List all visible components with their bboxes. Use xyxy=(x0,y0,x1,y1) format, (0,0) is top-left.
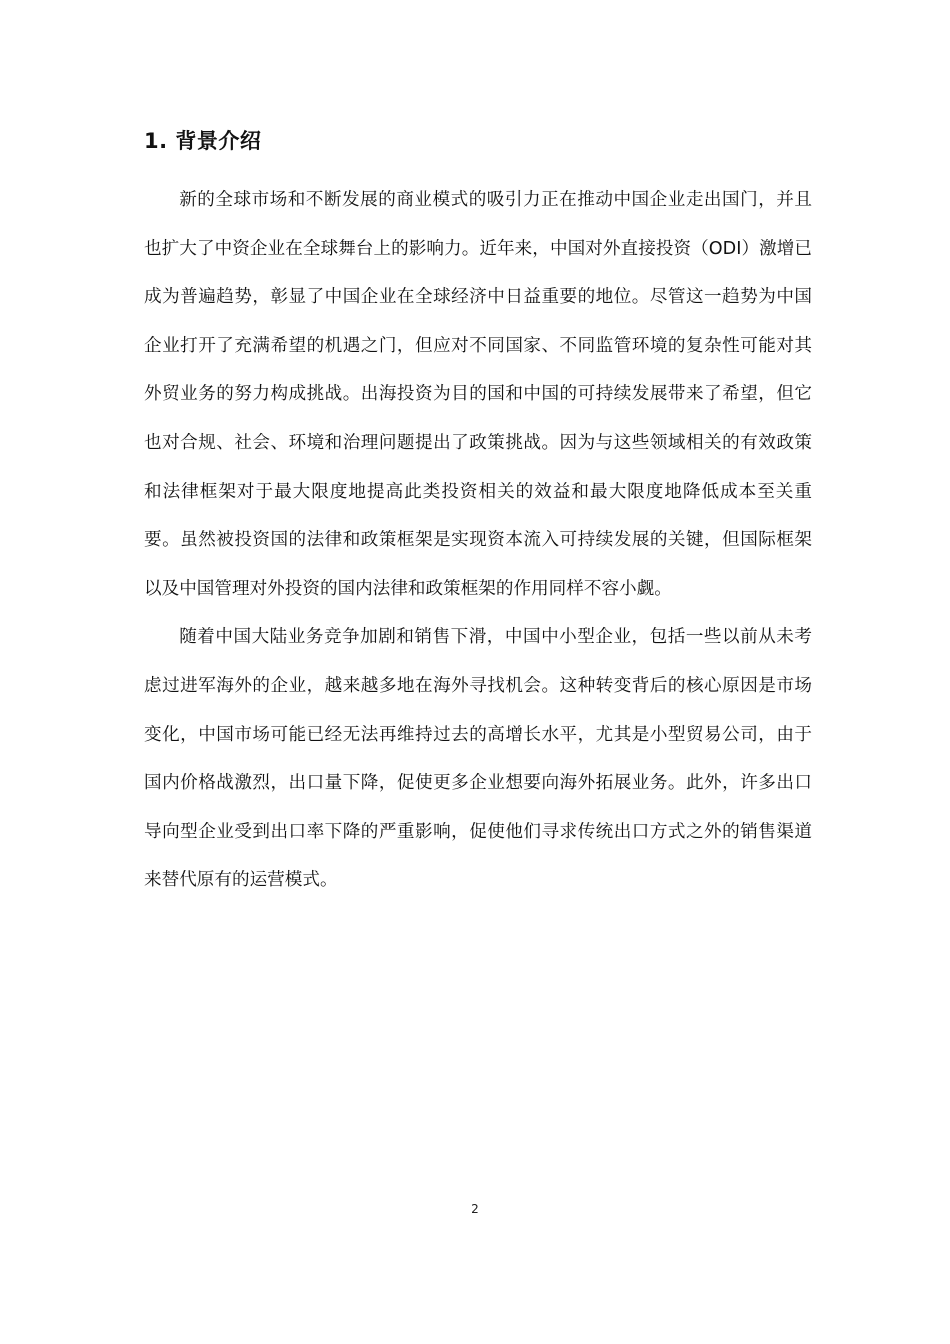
page-number: 2 xyxy=(471,1202,479,1216)
section-body xyxy=(144,176,812,905)
section-heading: 1. 背景介绍 xyxy=(144,129,262,153)
paragraph-background-2: 随着中国大陆业务竞争加剧和销售下滑，中国中小型企业，包括一些以前从未考虑过进军海外的企业，越来越多地在海外寻找机会。这种转变背后的核心原因是市场变化，中国市场可能已经无法再维持过去的高增长水平，尤其是小型贸易公司，由于国内价格战激烈，出口量下降，促使更多企业想要向海外拓展业务。此外，许多出口导向型企业受到出口率下降的严重影响，促使他们寻求传统出口方式之外的销售渠道来替代原有的运营模式。 xyxy=(144,627,812,891)
paragraph-background-1: 新的全球市场和不断发展的商业模式的吸引力正在推动中国企业走出国门，并且也扩大了中资企业在全球舞台上的影响力。近年来，中国对外直接投资（ODI）激增已成为普遍趋势，彰显了中国企业在全球经济中日益重要的地位。尽管这一趋势为中国企业打开了充满希望的机遇之门，但应对不同国家、不同监管环境的复杂性可能对其外贸业务的努力构成挑战。出海投资为目的国和中国的可持续发展带来了希望，但它也对合规、社会、环境和治理问题提出了政策挑战。因为与这些领域相关的有效政策和法律框架对于最大限度地提高此类投资相关的效益和最大限度地降低成本至关重要。虽然被投资国的法律和政策框架是实现资本流入可持续发展的关键，但国际框架以及中国管理对外投资的国内法律和政策框架的作用同样不容小觑。 xyxy=(144,190,812,599)
